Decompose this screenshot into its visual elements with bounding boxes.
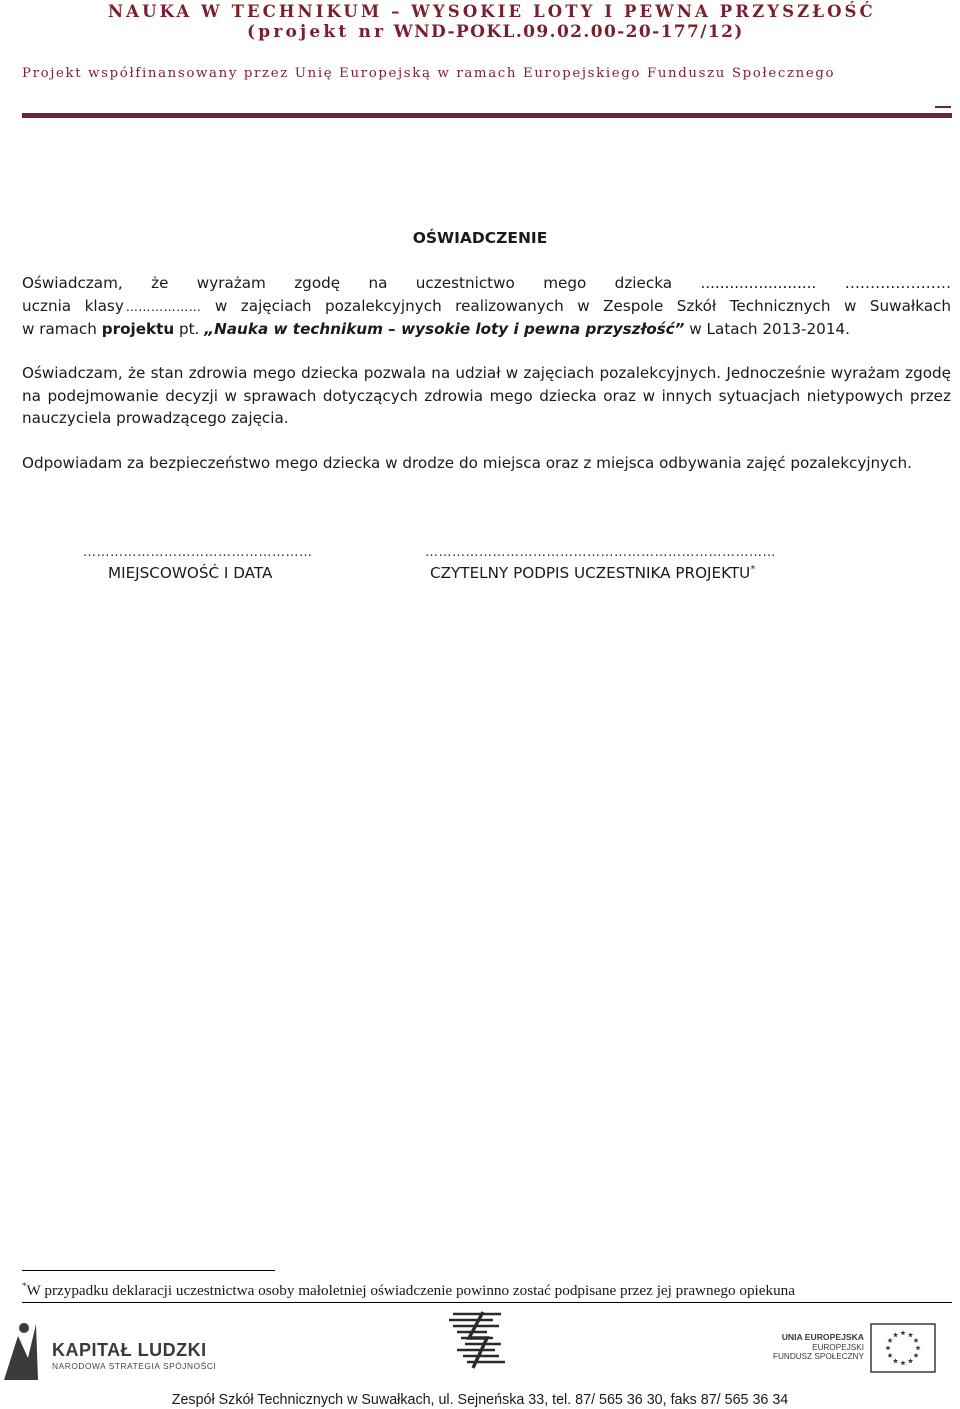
paragraph-2: Oświadczam, że stan zdrowia mego dziecka pozwala na udział w zajęciach pozalekcyjnych. Jednocześnie wyrażam zgodę na podejmowanie decyzji w sprawach dotyczących zdrowia mego dziecka oraz w innych sytuacjach nietypowych przez nauczyciela prowadzącego zajęcia. (22, 364, 951, 427)
eu-flag-icon (870, 1323, 936, 1373)
years-text: w Latach 2013-2014. (689, 320, 850, 338)
consent-text: Oświadczam, że wyrażam zgodę na uczestnictwo mego dziecka (22, 274, 673, 292)
eu-line-3: FUNDUSZ SPOŁECZNY (773, 1352, 864, 1362)
signature-label (430, 564, 755, 582)
kapital-ludzki-logo-icon (2, 1318, 42, 1384)
eu-line-1: UNIA EUROPEJSKA (781, 1332, 864, 1342)
paragraph-1-line-3 (22, 318, 951, 341)
date-place-label: MIEJSCOWOŚĆ I DATA (108, 564, 273, 582)
signature-footnote-marker: * (750, 564, 756, 575)
paragraph-3: Odpowiadam za bezpieczeństwo mego dziecka w drodze do miejsca oraz z miejsca odbywania zajęć pozalekcyjnych. (22, 454, 912, 472)
footer-address: Zespół Szkół Technicznych w Suwałkach, ul. Sejneńska 33, tel. 87/ 565 36 30, faks 87/ 565 36 34 (171, 1392, 789, 1408)
project-name: „Nauka w technikum – wysokie loty i pewna przyszłość” (204, 320, 685, 338)
footnote-text: W przypadku deklaracji uczestnictwa osoby małoletniej oświadczenie powinno zostać podpisane przez jej prawnego opiekuna (26, 1282, 796, 1300)
school-emblem-icon (443, 1308, 513, 1372)
header-rule (22, 113, 952, 118)
kapital-ludzki-subtitle: NARODOWA STRATEGIA SPÓJNOŚCI (52, 1361, 217, 1371)
footnote-marker: * (22, 1281, 27, 1291)
footnote (22, 1281, 952, 1300)
project-word: projektu (101, 320, 175, 338)
eu-line-2: EUROPEJSKI (812, 1342, 864, 1352)
signature-blank[interactable]: …………………………………………………………………… (425, 545, 776, 560)
pt-text: pt. (179, 320, 200, 338)
footer-rule (22, 1302, 952, 1303)
activities-text: w zajęciach pozalekcyjnych realizowanych w Zespole Szkół Technicznych w Suwałkach (214, 297, 952, 315)
header-mark (935, 106, 951, 108)
header-cofinancing: Projekt współfinansowany przez Unię Europejską w ramach Europejskiego Funduszu Społecznego (22, 66, 836, 81)
child-name-blank[interactable]: ........................ ………………… (700, 274, 952, 292)
header-project-number (247, 22, 744, 42)
date-place-blank[interactable]: …………………………………………… (83, 545, 313, 560)
kapital-ludzki-title: KAPITAŁ LUDZKI (52, 1340, 207, 1360)
eu-flag (870, 1323, 936, 1377)
signature-label-text: CZYTELNY PODPIS UCZESTNIKA PROJEKTU (430, 564, 751, 583)
footnote-rule (22, 1270, 275, 1271)
paragraph-1-line-1 (22, 272, 951, 295)
header-project-prefix: (projekt nr (247, 22, 387, 42)
paragraph-1-line-2 (22, 295, 951, 319)
header-project-code: WND-POKL.09.02.00-20-177/12) (393, 22, 744, 42)
school-emblem (443, 1308, 513, 1376)
class-blank[interactable]: ……………… (125, 300, 202, 314)
class-label: ucznia klasy (22, 297, 124, 315)
header-title: NAUKA W TECHNIKUM – WYSOKIE LOTY I PEWNA PRZYSZŁOŚĆ (108, 2, 876, 21)
document-title: OŚWIADCZENIE (412, 229, 548, 247)
eu-logo-text (764, 1333, 864, 1362)
frame-text: w ramach (22, 320, 97, 338)
